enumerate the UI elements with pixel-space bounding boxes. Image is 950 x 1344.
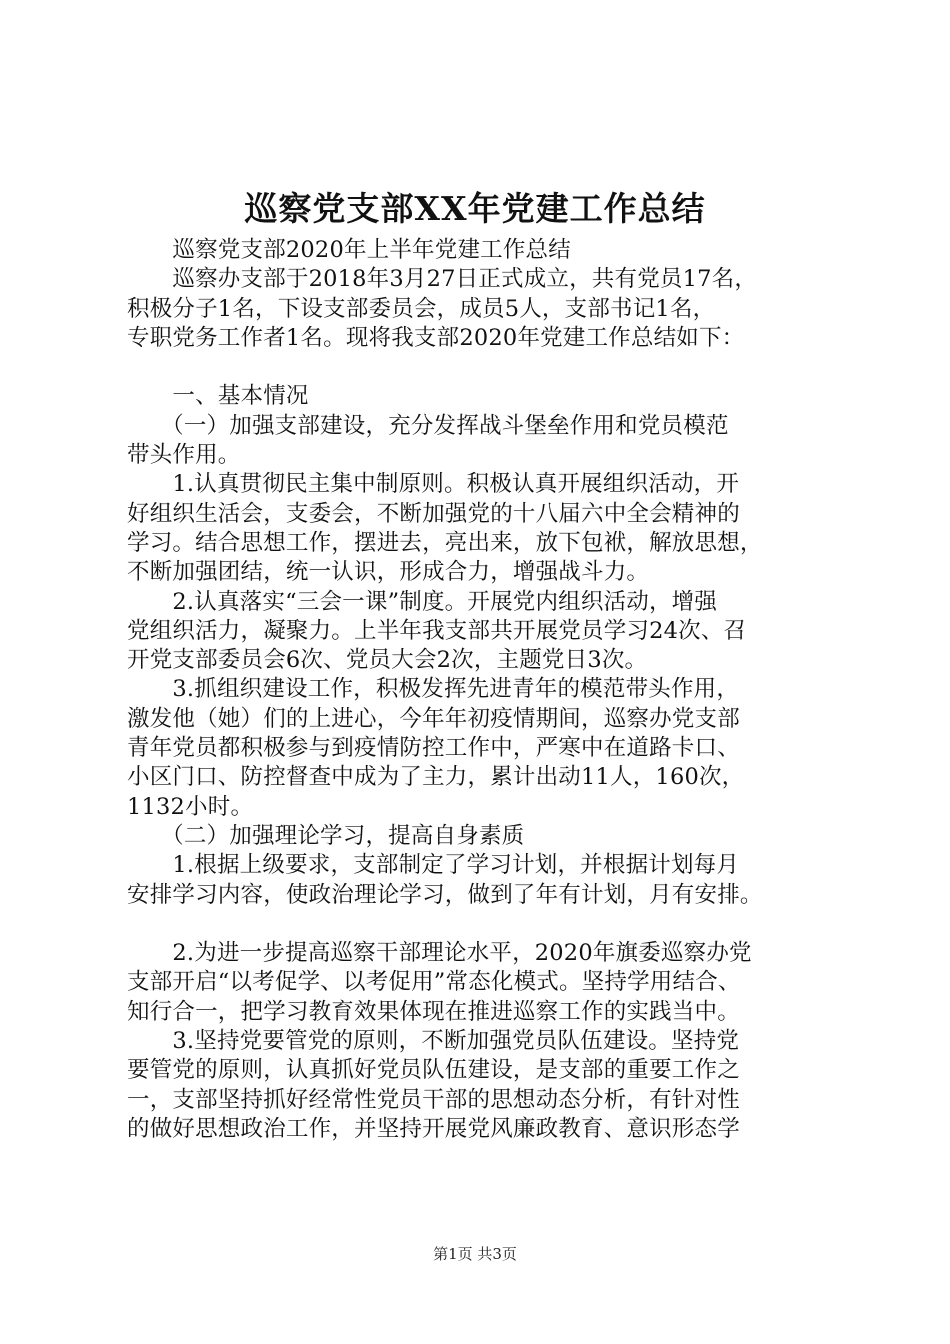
body-line: 小区门口、防控督查中成为了主力，累计出动11人，160次， xyxy=(127,764,745,791)
body-line: 一、基本情况 xyxy=(127,383,309,410)
body-line: 好组织生活会，支委会，不断加强党的十八届六中全会精神的 xyxy=(127,500,740,527)
body-line: 2.认真落实“三会一课”制度。开展党内组织活动，增强 xyxy=(127,588,718,615)
body-line: 安排学习内容，使政治理论学习，做到了年有计划，月有安排。 xyxy=(127,881,763,908)
body-line: 的做好思想政治工作，并坚持开展党风廉政教育、意识形态学 xyxy=(127,1115,740,1142)
body-line: 巡察党支部2020年上半年党建工作总结 xyxy=(127,237,571,263)
body-line: 党组织活力，凝聚力。上半年我支部共开展党员学习24次、召 xyxy=(127,617,747,644)
body-line: 积极分子1名，下设支部委员会，成员5人，支部书记1名， xyxy=(127,295,716,322)
body-line: 3.抓组织建设工作，积极发挥先进青年的模范带头作用， xyxy=(127,676,740,703)
body-line: 支部开启“以考促学、以考促用”常态化模式。坚持学用结合、 xyxy=(127,969,741,996)
body-line: 专职党务工作者1名。现将我支部2020年党建工作总结如下： xyxy=(127,324,745,351)
body-line: 青年党员都积极参与到疫情防控工作中，严寒中在道路卡口、 xyxy=(127,735,740,762)
body-line: （二）加强理论学习，提高自身素质 xyxy=(127,822,525,849)
body-line: 激发他（她）们的上进心，今年年初疫情期间，巡察办党支部 xyxy=(127,705,740,732)
body-line: 巡察办支部于2018年3月27日正式成立，共有党员17名， xyxy=(127,266,758,293)
body-line: 带头作用。 xyxy=(127,442,241,469)
body-line: （一）加强支部建设，充分发挥战斗堡垒作用和党员模范 xyxy=(127,412,729,439)
page-footer: 第1页 共3页 xyxy=(433,1245,517,1263)
blank-line xyxy=(127,353,845,382)
body-line: 2.为进一步提高巡察干部理论水平，2020年旗委巡察办党 xyxy=(127,940,752,967)
document-body xyxy=(127,236,845,1144)
body-line: 1.认真贯彻民主集中制原则。积极认真开展组织活动，开 xyxy=(127,471,740,498)
document-title: 巡察党支部XX年党建工作总结 xyxy=(244,189,706,228)
blank-line xyxy=(127,910,845,939)
body-line: 开党支部委员会6次、党员大会2次，主题党日3次。 xyxy=(127,647,648,674)
body-line: 知行合一，把学习教育效果体现在推进巡察工作的实践当中。 xyxy=(127,998,740,1025)
body-line: 一，支部坚持抓好经常性党员干部的思想动态分析，有针对性 xyxy=(127,1086,740,1113)
body-line: 不断加强团结，统一认识，形成合力，增强战斗力。 xyxy=(127,559,650,586)
body-line: 1132小时。 xyxy=(127,793,254,820)
body-line: 1.根据上级要求，支部制定了学习计划，并根据计划每月 xyxy=(127,852,740,879)
body-line: 3.坚持党要管党的原则，不断加强党员队伍建设。坚持党 xyxy=(127,1028,740,1055)
body-line: 要管党的原则，认真抓好党员队伍建设，是支部的重要工作之 xyxy=(127,1057,740,1084)
body-line: 学习。结合思想工作，摆进去，亮出来，放下包袱，解放思想， xyxy=(127,529,763,556)
